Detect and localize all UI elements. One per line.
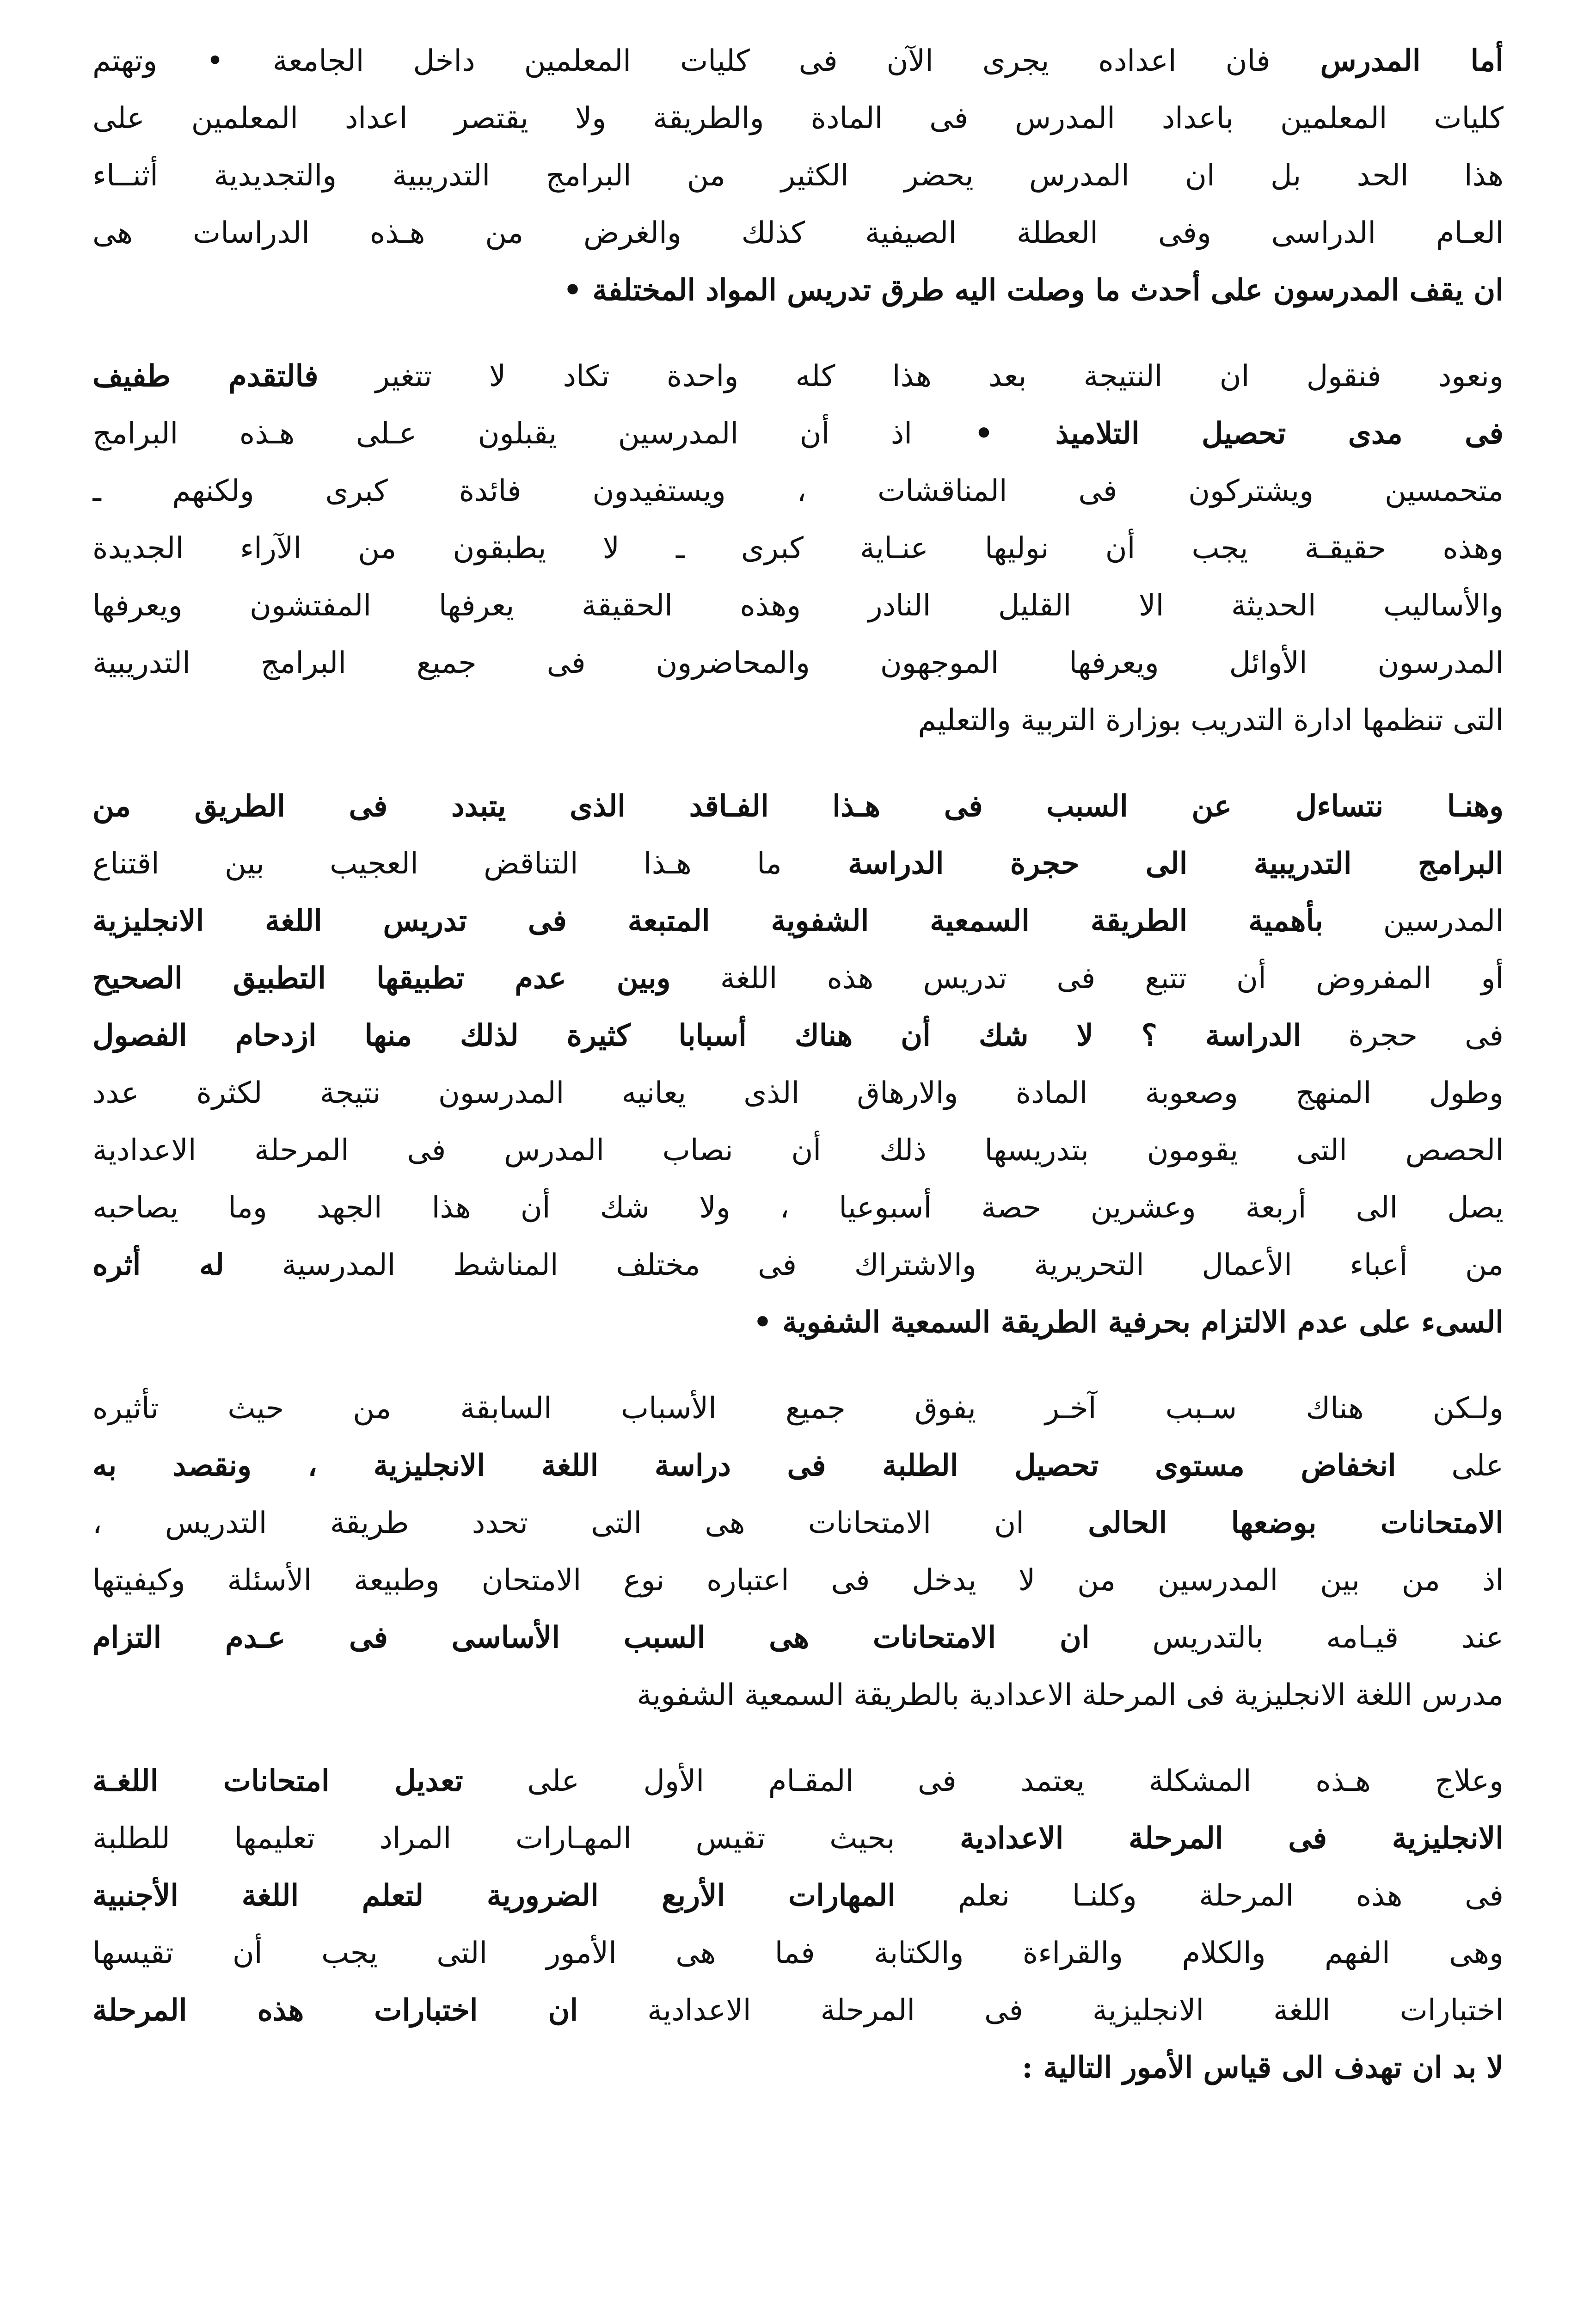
text-line (92, 1810, 1504, 1867)
text-line (92, 405, 1504, 462)
text-segment: من أعباء الأعمال التحريرية والاشتراك فى مختلف المناشط المدرسية (224, 1248, 1504, 1282)
text-line (92, 634, 1504, 692)
text-line (92, 204, 1504, 262)
text-segment: فى هذه المرحلة وكلنـا نعلم (896, 1879, 1504, 1913)
text-segment: المدرسون الأوائل ويعرفها الموجهون والمحاضرون فى جميع البرامج التدريبية (92, 646, 1504, 680)
text-line (92, 1867, 1504, 1925)
text-line (92, 2039, 1504, 2097)
text-segment: ما هـذا التناقض العجيب بين اقتناع (92, 847, 782, 881)
text-line (92, 1064, 1504, 1122)
text-segment: مدرس اللغة الانجليزية فى المرحلة الاعدادية بالطريقة السمعية الشفوية (637, 1678, 1504, 1712)
paragraph-gap (92, 749, 1504, 778)
bold-text-segment: وبين عدم تطبيقها التطبيق الصحيح (92, 961, 671, 996)
text-line (92, 778, 1504, 835)
text-line (92, 1982, 1504, 2039)
bold-text-segment: الانجليزية فى المرحلة الاعدادية (895, 1821, 1504, 1856)
text-line (92, 1752, 1504, 1810)
text-segment: اختبارات اللغة الانجليزية فى المرحلة الاعدادية (578, 1993, 1504, 2028)
paragraph (92, 1380, 1504, 1724)
text-line (92, 32, 1504, 90)
text-segment: العـام الدراسى وفى العطلة الصيفية كذلك والغرض من هـذه الدراسات هى (92, 216, 1504, 250)
bold-text-segment: ان يقف المدرسون على أحدث ما وصلت اليه طرق تدريس المواد المختلفة • (563, 273, 1504, 307)
text-segment: ونعود فنقول ان النتيجة بعد هذا كله واحدة تكاد لا تتغير (318, 359, 1504, 394)
text-segment: فى حجرة (1301, 1019, 1504, 1053)
text-segment: وعلاج هـذه المشكلة يعتمد فى المقـام الأول على (463, 1764, 1504, 1798)
text-line (92, 1122, 1504, 1179)
paragraph (92, 778, 1504, 1351)
text-line (92, 1494, 1504, 1552)
text-line (92, 1609, 1504, 1666)
text-segment: يصل الى أربعة وعشرين حصة أسبوعيا ، ولا شك أن هذا الجهد وما يصاحبه (92, 1191, 1504, 1225)
text-segment: أو المفروض أن تتبع فى تدريس هذه اللغة (670, 961, 1504, 996)
text-segment: بحيث تقيس المهـارات المراد تعليمها للطلبة (92, 1821, 895, 1856)
text-line (92, 1236, 1504, 1294)
bold-text-segment: لا بد ان تهدف الى قياس الأمور التالية : (1022, 2050, 1504, 2085)
paragraph-gap (92, 1724, 1504, 1752)
text-segment: فان اعداده يجرى الآن فى كليات المعلمين داخل الجامعة • وتهتم (92, 44, 1271, 78)
text-segment: ولـكن هناك سـبب آخـر يفوق جميع الأسباب السابقة من حيث تأثيره (92, 1391, 1504, 1426)
text-line (92, 147, 1504, 204)
bold-text-segment: السىء على عدم الالتزام بحرفية الطريقة السمعية الشفوية • (753, 1305, 1504, 1340)
text-segment: متحمسين ويشتركون فى المناقشات ، ويستفيدون فائدة كبرى ولكنهم ـ (92, 474, 1504, 508)
bold-text-segment: وهنـا نتساءل عن السبب فى هـذا الفـاقد الذى يتبدد فى الطريق من (92, 789, 1504, 824)
text-line (92, 1179, 1504, 1236)
bold-text-segment: انخفاض مستوى تحصيل الطلبة فى دراسة اللغة الانجليزية ، ونقصد به (92, 1448, 1396, 1483)
text-line (92, 90, 1504, 147)
text-segment: والأساليب الحديثة الا القليل النادر وهذه الحقيقة يعرفها المفتشون ويعرفها (92, 589, 1504, 623)
text-line (92, 950, 1504, 1007)
text-line (92, 1294, 1504, 1351)
text-line (92, 1007, 1504, 1064)
text-line (92, 1437, 1504, 1494)
text-line (92, 1380, 1504, 1437)
paragraph (92, 32, 1504, 319)
text-segment: وهذه حقيقـة يجب أن نوليها عنـاية كبرى ـ لا يطبقون من الآراء الجديدة (92, 531, 1504, 566)
paragraph (92, 348, 1504, 749)
paragraph-gap (92, 1351, 1504, 1380)
text-segment: وطول المنهج وصعوبة المادة والارهاق الذى يعانيه المدرسون نتيجة لكثرة عدد (92, 1076, 1504, 1110)
bold-text-segment: تعديل امتحانات اللغـة (92, 1764, 463, 1798)
bold-text-segment: الامتحانات بوضعها الحالى (1024, 1506, 1504, 1540)
bold-text-segment: أما المدرس (1270, 43, 1504, 78)
text-segment: هذا الحد بل ان المدرس يحضر الكثير من البرامج التدريبية والتجديدية أثنــاء (92, 159, 1504, 193)
text-segment: على (1396, 1449, 1504, 1483)
text-segment: كليات المعلمين باعداد المدرس فى المادة والطريقة ولا يقتصر اعداد المعلمين على (92, 101, 1504, 135)
bold-text-segment: المهارات الأربع الضرورية لتعلم اللغة الأجنبية (92, 1878, 896, 1913)
text-segment: المدرسين (1323, 904, 1504, 938)
text-segment: عند قيـامه بالتدريس (1089, 1621, 1504, 1655)
text-segment: اذ من بين المدرسين من لا يدخل فى اعتباره نوع الامتحان وطبيعة الأسئلة وكيفيتها (92, 1563, 1504, 1598)
text-line (92, 892, 1504, 950)
text-line (92, 348, 1504, 405)
text-line (92, 577, 1504, 634)
text-line (92, 462, 1504, 520)
paragraph-gap (92, 319, 1504, 348)
bold-text-segment: بأهمية الطريقة السمعية الشفوية المتبعة فى تدريس اللغة الانجليزية (92, 904, 1323, 938)
text-segment: اذ أن المدرسين يقبلون عـلى هـذه البرامج (92, 417, 913, 451)
bold-text-segment: فالتقدم طفيف (92, 359, 319, 394)
bold-text-segment: ان الامتحانات هى السبب الأساسى فى عـدم التزام (92, 1620, 1090, 1655)
text-segment: ان الامتحانات هى التى تحدد طريقة التدريس ، (92, 1506, 1025, 1540)
bold-text-segment: الدراسة ؟ لا شك أن هناك أسبابا كثيرة لذلك منها ازدحام الفصول (92, 1018, 1301, 1053)
text-line (92, 692, 1504, 749)
text-line (92, 262, 1504, 319)
text-line (92, 1666, 1504, 1724)
bold-text-segment: ان اختبارات هذه المرحلة (92, 1993, 578, 2028)
bold-text-segment: له أثره (92, 1248, 224, 1282)
text-segment: الحصص التى يقومون بتدريسها ذلك أن نصاب المدرس فى المرحلة الاعدادية (92, 1133, 1504, 1168)
text-segment: وهى الفهم والكلام والقراءة والكتابة فما هى الأمور التى يجب أن تقيسها (92, 1936, 1504, 1970)
text-segment: التى تنظمها ادارة التدريب بوزارة التربية والتعليم (918, 703, 1504, 738)
text-line (92, 520, 1504, 577)
bold-text-segment: فى مدى تحصيل التلاميذ • (912, 416, 1504, 451)
paragraph (92, 1752, 1504, 2097)
text-line (92, 1552, 1504, 1609)
text-line (92, 835, 1504, 892)
text-line (92, 1925, 1504, 1982)
bold-text-segment: البرامج التدريبية الى حجرة الدراسة (781, 846, 1504, 881)
